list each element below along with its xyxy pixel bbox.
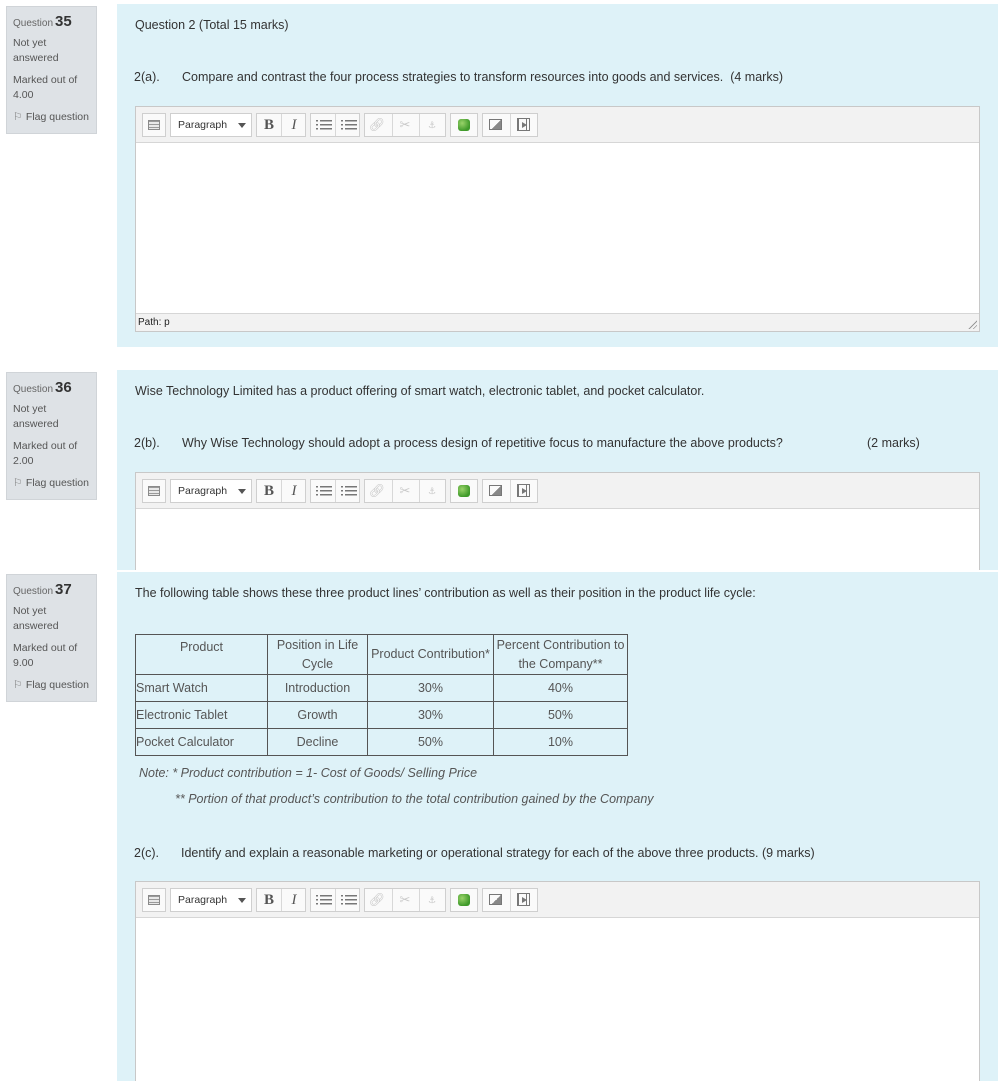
flag-icon: ⚐ — [13, 111, 23, 123]
unlink-button[interactable] — [393, 480, 417, 502]
numbered-list-icon — [345, 895, 357, 905]
flag-label: Flag question — [25, 111, 89, 123]
flag-question-link[interactable] — [13, 110, 90, 125]
numbered-list-icon — [345, 120, 357, 130]
kitchen-sink-icon — [148, 895, 160, 905]
ordered-list-button[interactable] — [336, 480, 360, 502]
table-row — [136, 702, 628, 729]
anchor-button[interactable] — [420, 114, 444, 136]
answer-text-area[interactable] — [136, 509, 979, 570]
link-group — [364, 479, 446, 503]
anchor-button[interactable] — [420, 480, 444, 502]
question-number-value: 35 — [55, 13, 72, 30]
wiris-button[interactable] — [450, 113, 478, 137]
question-prompt-text: Identify and explain a reasonable marketing or operational strategy for each of the above three products. — [181, 846, 759, 860]
table-cell: 50% — [494, 702, 628, 729]
flag-label: Flag question — [25, 679, 89, 691]
table-cell: Electronic Tablet — [136, 702, 268, 729]
table-cell: 30% — [368, 675, 494, 702]
link-icon: 🔗︎ — [368, 892, 386, 907]
anchor-icon: ⚓︎ — [427, 895, 437, 905]
anchor-button[interactable] — [420, 889, 444, 911]
question-number — [13, 581, 90, 598]
link-group — [364, 888, 446, 912]
question-header: Question 2 (Total 15 marks) — [135, 18, 289, 32]
media-icon — [517, 893, 530, 906]
media-group — [482, 888, 538, 912]
link-icon: 🔗︎ — [368, 483, 386, 498]
unordered-list-button[interactable] — [311, 480, 335, 502]
toolbar-toggle-button[interactable] — [142, 888, 166, 912]
question-marks: (9 marks) — [761, 846, 815, 860]
question-state: Not yet answered — [13, 605, 59, 632]
product-life-cycle-table — [135, 634, 628, 756]
format-select-label: Paragraph — [178, 119, 228, 131]
table-cell: 10% — [494, 729, 628, 756]
question-marks: (2 marks) — [867, 436, 920, 450]
chevron-down-icon — [238, 898, 246, 903]
insert-media-button[interactable] — [511, 114, 535, 136]
question-number — [13, 13, 90, 30]
table-cell: 50% — [368, 729, 494, 756]
table-row — [136, 729, 628, 756]
question-marks: (4 marks) — [730, 70, 783, 84]
table-cell: Growth — [268, 702, 368, 729]
table-cell: Pocket Calculator — [136, 729, 268, 756]
insert-media-button[interactable] — [511, 889, 535, 911]
table-header-cell: Percent Contribution to the Company** — [494, 635, 628, 675]
cube-icon — [458, 894, 470, 906]
cube-icon — [458, 119, 470, 131]
bullet-list-icon — [320, 120, 332, 130]
table-cell: 30% — [368, 702, 494, 729]
link-button[interactable] — [365, 889, 389, 911]
question-info-37 — [6, 574, 97, 702]
italic-button[interactable]: I — [291, 483, 297, 499]
answer-editor — [135, 881, 980, 1081]
path-label: Path: p — [138, 317, 170, 328]
format-select[interactable] — [170, 113, 252, 137]
format-select[interactable] — [170, 888, 252, 912]
table-note: ** Portion of that product’s contribution to the total contribution gained by the Company — [175, 792, 654, 806]
bold-button[interactable]: B — [263, 892, 274, 908]
chevron-down-icon — [238, 123, 246, 128]
resize-handle-icon[interactable] — [967, 319, 977, 329]
table-header-cell: Product Contribution* — [368, 635, 494, 675]
question-number-prefix: Question — [13, 18, 54, 29]
link-button[interactable] — [365, 480, 389, 502]
insert-image-button[interactable] — [483, 114, 507, 136]
answer-text-area[interactable] — [136, 918, 979, 1082]
answer-editor — [135, 106, 980, 332]
wiris-button[interactable] — [450, 888, 478, 912]
insert-media-button[interactable] — [511, 480, 535, 502]
question-prompt: Why Wise Technology should adopt a process design of repetitive focus to manufacture the above products? — [182, 436, 783, 450]
flag-icon: ⚐ — [13, 679, 23, 691]
table-header-row — [136, 635, 628, 675]
italic-button[interactable]: I — [291, 892, 297, 908]
chevron-down-icon — [238, 489, 246, 494]
image-icon — [489, 119, 502, 130]
media-group — [482, 479, 538, 503]
bullet-list-icon — [320, 895, 332, 905]
table-cell: Introduction — [268, 675, 368, 702]
editor-toolbar — [136, 473, 979, 509]
flag-icon: ⚐ — [13, 477, 23, 489]
wiris-button[interactable] — [450, 479, 478, 503]
question-number-value: 36 — [55, 379, 72, 396]
table-row — [136, 675, 628, 702]
question-number-prefix: Question — [13, 586, 54, 597]
numbered-list-icon — [345, 486, 357, 496]
question-state: Not yet answered — [13, 403, 59, 430]
ordered-list-button[interactable] — [336, 114, 360, 136]
question-number — [13, 379, 90, 396]
list-group — [310, 888, 360, 912]
bold-button[interactable]: B — [263, 483, 274, 499]
question-content-36 — [117, 370, 998, 570]
question-number-prefix: Question — [13, 384, 54, 395]
image-icon — [489, 485, 502, 496]
toolbar-toggle-button[interactable] — [142, 113, 166, 137]
insert-image-button[interactable] — [483, 480, 507, 502]
ordered-list-button[interactable] — [336, 889, 360, 911]
media-icon — [517, 484, 530, 497]
unlink-icon: ✂ — [399, 892, 411, 907]
editor-toolbar — [136, 107, 979, 143]
insert-image-button[interactable] — [483, 889, 507, 911]
question-number-value: 37 — [55, 581, 72, 598]
question-content-37 — [117, 572, 998, 1081]
unordered-list-button[interactable] — [311, 114, 335, 136]
toolbar-toggle-button[interactable] — [142, 479, 166, 503]
question-prompt-label: 2(a). — [134, 70, 160, 84]
answer-text-area[interactable] — [136, 143, 979, 313]
question-info-36 — [6, 372, 97, 500]
image-icon — [489, 894, 502, 905]
question-prompt-label: 2(b). — [134, 436, 160, 450]
link-group — [364, 113, 446, 137]
link-icon: 🔗︎ — [368, 117, 386, 132]
kitchen-sink-icon — [148, 120, 160, 130]
unordered-list-button[interactable] — [311, 889, 335, 911]
flag-question-link[interactable] — [13, 678, 90, 693]
unlink-icon: ✂ — [399, 483, 411, 498]
table-header-cell: Position in Life Cycle — [268, 635, 368, 675]
question-prompt-text: Compare and contrast the four process strategies to transform resources into goods and services. — [182, 70, 724, 84]
flag-question-link[interactable] — [13, 476, 90, 491]
anchor-icon: ⚓︎ — [427, 486, 437, 496]
editor-toolbar — [136, 882, 979, 918]
table-cell: Smart Watch — [136, 675, 268, 702]
italic-button[interactable]: I — [291, 117, 297, 133]
kitchen-sink-icon — [148, 486, 160, 496]
list-group — [310, 113, 360, 137]
editor-path-bar — [136, 313, 979, 331]
question-grade: Marked out of 9.00 — [13, 642, 78, 669]
table-cell: 40% — [494, 675, 628, 702]
question-prompt — [181, 846, 815, 860]
text-style-group — [256, 479, 306, 503]
format-select[interactable] — [170, 479, 252, 503]
question-intro: Wise Technology Limited has a product offering of smart watch, electronic tablet, and pocket calculator. — [135, 384, 705, 398]
text-style-group — [256, 888, 306, 912]
question-grade: Marked out of 4.00 — [13, 74, 78, 101]
flag-label: Flag question — [25, 477, 89, 489]
format-select-label: Paragraph — [178, 485, 228, 497]
answer-editor — [135, 472, 980, 570]
anchor-icon: ⚓︎ — [427, 120, 437, 130]
question-state: Not yet answered — [13, 37, 59, 64]
unlink-button[interactable] — [393, 889, 417, 911]
text-style-group — [256, 113, 306, 137]
question-prompt-label: 2(c). — [134, 846, 159, 860]
media-group — [482, 113, 538, 137]
question-intro: The following table shows these three product lines’ contribution as well as their position in the product life cycle: — [135, 586, 756, 600]
bold-button[interactable]: B — [263, 117, 274, 133]
unlink-button[interactable] — [393, 114, 417, 136]
cube-icon — [458, 485, 470, 497]
format-select-label: Paragraph — [178, 894, 228, 906]
list-group — [310, 479, 360, 503]
table-note: Note: * Product contribution = 1- Cost of Goods/ Selling Price — [139, 766, 478, 780]
link-button[interactable] — [365, 114, 389, 136]
question-grade: Marked out of 2.00 — [13, 440, 78, 467]
bullet-list-icon — [320, 486, 332, 496]
question-content-35 — [117, 4, 998, 347]
table-cell: Decline — [268, 729, 368, 756]
media-icon — [517, 118, 530, 131]
question-info-35 — [6, 6, 97, 134]
question-prompt — [182, 70, 783, 84]
table-header-cell: Product — [136, 635, 268, 675]
unlink-icon: ✂ — [399, 117, 411, 132]
